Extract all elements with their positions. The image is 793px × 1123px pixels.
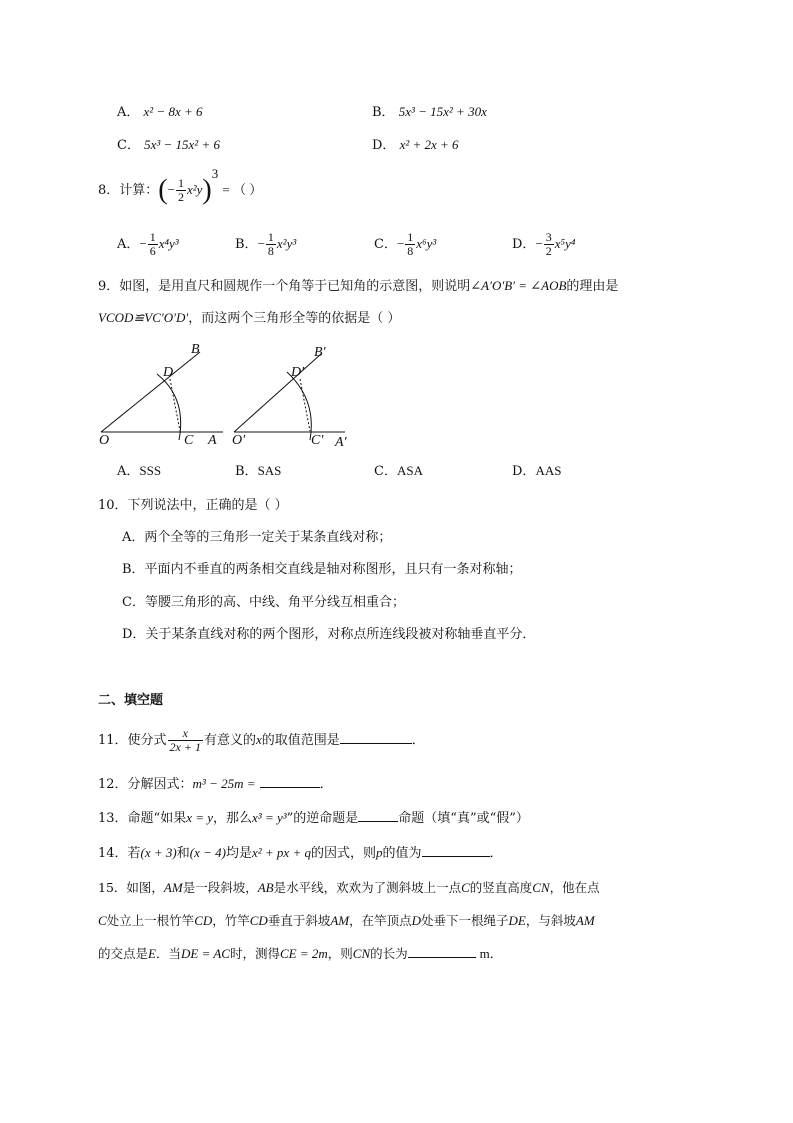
option-expr: x² + 2x + 6 — [399, 137, 459, 152]
minus-sign: − — [167, 182, 175, 197]
option-label: B． — [372, 105, 395, 120]
option-expr: 5x³ − 15x² + 6 — [144, 137, 220, 152]
question-text: 是水平线，欢欢为了测斜坡上一点 — [273, 880, 462, 895]
q15-line3 — [98, 945, 502, 963]
punctuation: ． — [489, 946, 503, 961]
q9-option-a — [117, 462, 161, 481]
variable: x — [256, 732, 262, 747]
math-expr: CE = 2m — [279, 946, 328, 961]
option-label: A． — [117, 464, 140, 479]
question-text: 11．使分式 — [98, 733, 167, 748]
answer-blank[interactable] — [408, 945, 476, 958]
math-expr: (x + 3) — [140, 845, 177, 860]
q9-stem-line1 — [98, 277, 618, 296]
fraction-denominator: 2 — [177, 190, 184, 204]
q14 — [98, 844, 503, 863]
q8-option-c: C．− $\frac{1}{8}$ x⁶y³ — [374, 230, 437, 258]
math-expr: (x − 4) — [189, 845, 226, 860]
label-b-prime: B′ — [314, 345, 326, 360]
variable: p — [375, 845, 383, 860]
question-text: 的竖直高度 — [469, 880, 533, 895]
unit: m — [479, 946, 490, 961]
q10-stem: 10．下列说法中，正确的是（ ） — [98, 498, 288, 513]
right-paren: ) — [202, 174, 212, 206]
question-text: ，那么 — [213, 811, 253, 826]
math-expr: DE = AC — [180, 946, 230, 961]
option-expr: x⁴y³ — [158, 236, 179, 251]
fraction-numerator: 1 — [267, 230, 274, 244]
answer-blank[interactable] — [340, 731, 412, 744]
math-expr: AM — [575, 913, 595, 928]
fraction-denominator: 2 — [545, 244, 552, 258]
q7-option-d — [372, 136, 459, 155]
question-text: 和 — [176, 846, 190, 861]
figure-left — [99, 342, 223, 448]
option-expr: 5x³ − 15x² + 30x — [398, 104, 487, 119]
q10-option-b: B．平面内不垂直的两条相交直线是轴对称图形，且只有一条对称轴； — [122, 562, 522, 577]
q15-line2 — [98, 912, 595, 930]
fraction — [148, 231, 158, 258]
label-c-prime: C′ — [311, 433, 324, 448]
option-text: SAS — [257, 463, 282, 478]
fraction-denominator: 8 — [267, 244, 274, 258]
fraction-denominator: 2x + 1 — [169, 740, 201, 754]
question-text: 的理由是 — [566, 279, 619, 294]
math-expr: CD — [194, 913, 213, 928]
option-expr: x²y³ — [276, 236, 297, 251]
q10-option-c: C．等腰三角形的高、中线、角平分线互相重合； — [122, 595, 405, 610]
option-label: C． — [374, 237, 397, 252]
option-expr: x⁶y³ — [416, 236, 437, 251]
question-suffix: = （ ） — [222, 182, 263, 197]
figure-right — [232, 345, 348, 450]
punctuation: ． — [411, 733, 425, 748]
q7-option-c — [117, 136, 220, 155]
math-expr: CN — [532, 880, 550, 895]
answer-blank[interactable] — [260, 775, 320, 788]
q9-option-d — [512, 462, 561, 481]
question-text: 9．如图，是用直尺和圆规作一个角等于已知角的示意图，则说明 — [98, 279, 471, 294]
label-o: O — [99, 433, 110, 448]
question-text: ．当 — [155, 946, 181, 961]
question-text: 时，测得 — [229, 946, 280, 961]
option-label: D． — [512, 237, 536, 252]
question-text: ，他在点 — [549, 880, 600, 895]
q8-option-d: D．− $\frac{3}{2}$ x⁵y⁴ — [512, 230, 576, 258]
q10-option-a: A．两个全等的三角形一定关于某条直线对称； — [122, 530, 392, 545]
option-text: ASA — [396, 463, 423, 478]
answer-blank[interactable] — [422, 844, 490, 857]
option-expr: x⁵y⁴ — [554, 236, 576, 251]
question-text: 的取值范围是 — [261, 733, 340, 748]
punctuation: ． — [319, 777, 333, 792]
option-label: A． — [117, 237, 140, 252]
question-text: 13．命题“如果 — [98, 811, 187, 826]
math-expr: DE — [508, 913, 526, 928]
math-expr: D — [411, 913, 422, 928]
q9-stem-line2 — [98, 309, 400, 328]
inner-expr: x²y — [186, 182, 203, 197]
fraction — [176, 177, 186, 204]
fraction — [405, 231, 415, 258]
question-text: 是一段斜坡， — [182, 880, 258, 895]
math-expr: ∠A′O′B′ = ∠AOB — [470, 278, 567, 293]
left-paren: ( — [158, 174, 168, 206]
math-expr: m³ − 25m = — [192, 776, 256, 791]
label-d: D — [163, 365, 174, 380]
math-expr: C — [461, 880, 470, 895]
math-expr: CN — [352, 946, 371, 961]
label-c: C — [184, 433, 194, 448]
question-text: 14．若 — [98, 846, 141, 861]
question-text: ，则 — [327, 946, 353, 961]
arc-prime — [287, 372, 311, 440]
exponent: 3 — [211, 166, 219, 181]
fraction — [266, 231, 276, 258]
label-d-prime: D′ — [291, 365, 305, 380]
question-text: 有意义的 — [203, 733, 256, 748]
label-b: B — [191, 342, 200, 357]
option-label: A． — [117, 105, 140, 120]
option-label: D． — [372, 138, 396, 153]
option-label: C． — [374, 464, 397, 479]
label-o-prime: O′ — [232, 433, 246, 448]
math-expr: C — [98, 913, 107, 928]
math-expr: AM — [330, 913, 350, 928]
fraction-denominator: 6 — [149, 244, 156, 258]
math-expr: x² + px + q — [251, 845, 311, 860]
q8-option-a: A．− $\frac{1}{6}$ x⁴y³ — [117, 230, 179, 258]
answer-blank[interactable] — [358, 809, 398, 822]
math-expr: AM — [163, 880, 183, 895]
fraction-numerator: 3 — [545, 230, 552, 244]
fraction — [544, 231, 554, 258]
question-text: 的值为 — [382, 846, 422, 861]
math-expr: AB — [257, 880, 274, 895]
q11 — [98, 725, 425, 756]
question-text: ，竹竿 — [212, 913, 250, 928]
q10-option-d: D．关于某条直线对称的两个图形，对称点所连线段被对称轴垂直平分． — [122, 627, 536, 642]
q12 — [98, 775, 333, 794]
question-text: 12．分解因式： — [98, 777, 193, 792]
question-text: 命题（填“真”或“假”） — [398, 811, 529, 826]
option-label: B． — [235, 464, 258, 479]
q15-line1 — [98, 879, 600, 897]
question-text: 均是 — [225, 846, 252, 861]
math-expr: x³ = y³ — [252, 810, 287, 825]
section-heading: 二、填空题 — [98, 693, 164, 708]
q7-option-a — [117, 103, 203, 122]
question-text: 处垂下一根绳子 — [421, 913, 509, 928]
q7-option-b — [372, 103, 487, 122]
ray-ob — [101, 352, 200, 432]
q9-option-c — [374, 462, 423, 481]
option-label: C． — [117, 138, 140, 153]
q8-stem — [98, 166, 263, 209]
question-text: 的长为 — [370, 946, 408, 961]
q8-option-b: B．− $\frac{1}{8}$ x²y³ — [235, 230, 297, 258]
punctuation: ． — [489, 846, 503, 861]
question-text: 的交点是 — [98, 946, 149, 961]
label-a-prime: A′ — [335, 435, 347, 450]
ray-o-prime-b-prime — [234, 354, 321, 432]
option-label: B． — [235, 237, 258, 252]
question-text: ，在竿顶点 — [349, 913, 412, 928]
math-expr: CD — [249, 913, 268, 928]
question-text: ，与斜坡 — [525, 913, 576, 928]
q13 — [98, 809, 529, 828]
fraction-denominator: 8 — [407, 244, 414, 258]
label-a: A — [208, 433, 217, 448]
fraction-numerator: 1 — [177, 176, 184, 190]
math-expr: x = y — [186, 810, 214, 825]
q9-figure — [95, 338, 375, 453]
question-text: 垂直于斜坡 — [267, 913, 331, 928]
fraction — [168, 727, 203, 754]
question-text: ”的逆命题是 — [286, 811, 359, 826]
math-expr: VCOD≌VC′O′D′ — [98, 310, 189, 325]
option-text: AAS — [535, 463, 562, 478]
math-expr: E — [148, 946, 156, 961]
question-text: 15．如图， — [98, 880, 164, 895]
question-text: ，而这两个三角形全等的依据是（ ） — [188, 311, 401, 326]
question-text: 的因式，则 — [310, 846, 376, 861]
fraction-numerator: 1 — [149, 230, 156, 244]
question-text: 8．计算： — [98, 183, 159, 198]
option-label: D． — [512, 464, 536, 479]
q9-option-b — [235, 462, 281, 481]
fraction-numerator: 1 — [407, 230, 414, 244]
fraction-numerator: x — [182, 726, 188, 740]
option-text: SSS — [139, 463, 162, 478]
question-text: 处立上一根竹竿 — [106, 913, 195, 928]
option-expr: x² − 8x + 6 — [143, 104, 203, 119]
